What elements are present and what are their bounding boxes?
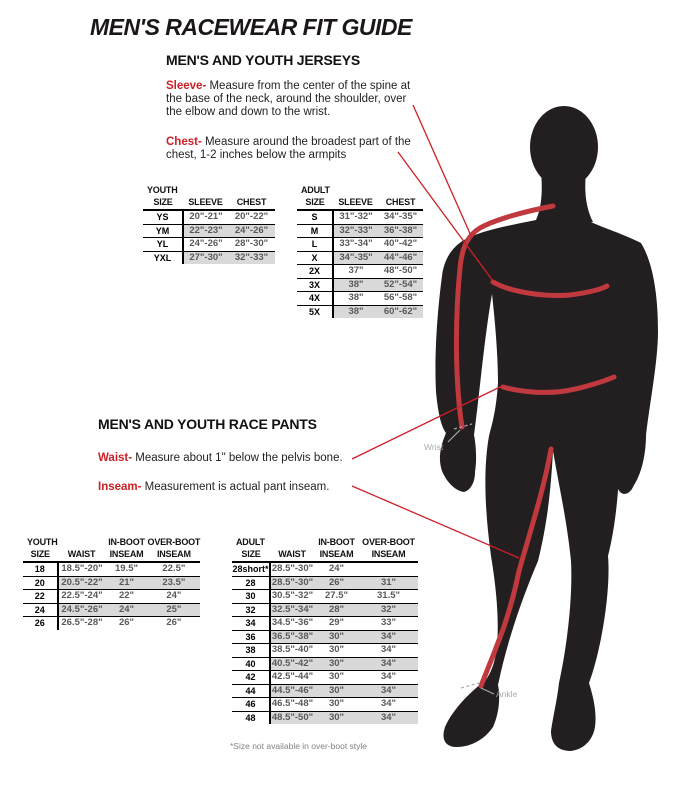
page-title: MEN'S RACEWEAR FIT GUIDE — [90, 14, 412, 40]
table-row — [297, 278, 423, 292]
size-cell: 24 — [23, 603, 58, 617]
table-row — [297, 305, 423, 318]
value-cell: 22.5"-24" — [58, 590, 106, 604]
value-cell: 48"-50" — [378, 265, 423, 279]
table-row — [297, 224, 423, 238]
value-cell: 38" — [333, 292, 378, 306]
size-cell: 3X — [297, 278, 333, 292]
value-cell: 36.5"-38" — [271, 630, 314, 642]
size-cell: 2X — [297, 265, 333, 279]
size-cell: X — [297, 251, 333, 265]
size-cell: 46 — [232, 698, 270, 712]
value-cell: 20"-21" — [183, 210, 228, 224]
value-cell: 34" — [359, 630, 418, 644]
size-cell: S — [297, 210, 333, 224]
size-cell: 5X — [297, 305, 333, 318]
value-cell: 22"-23" — [183, 224, 228, 238]
inseam-label: Inseam- — [98, 481, 142, 493]
size-cell: YXL — [143, 251, 183, 264]
table-row — [232, 657, 418, 671]
value-cell: 28" — [314, 603, 359, 617]
value-cell: 30" — [314, 671, 359, 685]
value-cell: 24" — [148, 590, 201, 604]
size-cell: 26 — [23, 617, 58, 630]
table-row — [143, 224, 275, 238]
value-cell: 34.5"-36" — [271, 617, 314, 628]
chest-text: Measure around the broadest part of the chest, 1-2 inches below the armpits — [166, 136, 411, 161]
value-cell: 31" — [359, 576, 418, 590]
value-cell: 46.5"-48" — [271, 698, 314, 709]
table-row — [297, 238, 423, 252]
header-row — [23, 536, 200, 548]
ankle-dash-line — [461, 683, 479, 688]
column-header: IN-BOOT — [108, 537, 145, 547]
size-table — [143, 184, 275, 264]
value-cell: 25" — [148, 603, 201, 617]
size-cell: 36 — [232, 630, 270, 644]
table-row — [232, 698, 418, 712]
value-cell: 34"-35" — [333, 251, 378, 265]
value-cell — [359, 562, 418, 576]
value-cell: 48.5"-50" — [271, 711, 314, 723]
column-header: SIZE — [232, 548, 270, 562]
table-row — [232, 711, 418, 724]
value-cell: 33"-34" — [333, 238, 378, 252]
column-header: IN-BOOT — [318, 537, 355, 547]
header-row — [297, 196, 423, 210]
size-cell: 44 — [232, 684, 270, 698]
column-header: INSEAM — [106, 548, 148, 562]
wrist-label: Wrist — [424, 442, 444, 452]
value-cell: 33" — [359, 617, 418, 631]
youth-jersey-size-table — [143, 184, 275, 264]
column-header: CHEST — [378, 196, 423, 210]
value-cell: 60"-62" — [378, 305, 423, 318]
value-cell: 26.5"-28" — [58, 617, 106, 630]
column-header — [333, 184, 378, 196]
table-row — [232, 562, 418, 576]
header-row — [232, 548, 418, 562]
table-row — [23, 576, 200, 590]
value-cell: 56"-58" — [378, 292, 423, 306]
value-cell: 34" — [359, 698, 418, 712]
table-row — [232, 590, 418, 604]
value-cell: 44.5"-46" — [271, 684, 314, 696]
value-cell: 21" — [106, 576, 148, 590]
waist-instruction — [98, 452, 398, 465]
size-cell: 34 — [232, 617, 270, 631]
table-row — [297, 251, 423, 265]
column-header: SLEEVE — [183, 196, 228, 210]
size-cell: 38 — [232, 644, 270, 658]
table-row — [232, 603, 418, 617]
column-header: WAIST — [270, 548, 314, 562]
value-cell: 34" — [359, 644, 418, 658]
value-cell: 40.5"-42" — [271, 657, 314, 669]
size-cell: 48 — [232, 711, 270, 724]
size-table — [297, 184, 423, 318]
value-cell: 30" — [314, 630, 359, 644]
chest-instruction — [166, 136, 418, 162]
table-row — [143, 251, 275, 264]
value-cell: 23.5" — [148, 576, 201, 590]
value-cell: 18.5"-20" — [58, 562, 106, 576]
column-header: YOUTH — [27, 537, 58, 547]
size-cell: YL — [143, 238, 183, 252]
column-header: SLEEVE — [333, 196, 378, 210]
jerseys-section-heading: MEN'S AND YOUTH JERSEYS — [166, 52, 360, 68]
size-cell: 18 — [23, 562, 58, 576]
value-cell: 52"-54" — [378, 278, 423, 292]
size-cell: 28short* — [232, 564, 269, 574]
value-cell: 34" — [359, 684, 418, 698]
size-cell: 20 — [23, 576, 58, 590]
value-cell: 44"-46" — [378, 251, 423, 265]
value-cell: 32"-33" — [228, 251, 275, 264]
value-cell: 26" — [106, 617, 148, 630]
value-cell: 24"-26" — [183, 238, 228, 252]
value-cell: 34" — [359, 711, 418, 724]
value-cell: 30" — [314, 684, 359, 698]
value-cell: 30" — [314, 644, 359, 658]
size-table — [232, 536, 418, 724]
size-cell: 22 — [23, 590, 58, 604]
column-header: INSEAM — [148, 548, 201, 562]
value-cell: 24" — [106, 603, 148, 617]
size-cell: 42 — [232, 671, 270, 685]
column-header: SIZE — [23, 548, 58, 562]
column-header: SIZE — [143, 196, 183, 210]
value-cell: 29" — [314, 617, 359, 631]
value-cell: 22.5" — [148, 562, 201, 576]
table-row — [232, 576, 418, 590]
inseam-text: Measurement is actual pant inseam. — [141, 481, 330, 493]
value-cell: 26" — [314, 576, 359, 590]
value-cell: 20"-22" — [228, 210, 275, 224]
value-cell: 31"-32" — [333, 210, 378, 224]
ankle-label: Ankle — [496, 689, 518, 699]
value-cell: 30" — [314, 657, 359, 671]
value-cell: 31.5" — [359, 590, 418, 604]
table-row — [297, 210, 423, 224]
youth-pants-size-table — [23, 536, 200, 630]
size-cell: 32 — [232, 603, 270, 617]
value-cell: 28.5"-30" — [271, 563, 314, 574]
table-row — [23, 617, 200, 630]
header-row — [232, 536, 418, 548]
value-cell: 28.5"-30" — [271, 576, 314, 588]
value-cell: 28"-30" — [228, 238, 275, 252]
value-cell: 32" — [359, 603, 418, 617]
size-cell: YS — [143, 210, 183, 224]
waist-label: Waist- — [98, 452, 133, 464]
column-header: OVER-BOOT — [147, 537, 201, 547]
table-row — [23, 603, 200, 617]
column-header: OVER-BOOT — [362, 537, 415, 547]
sleeve-text: Measure from the center of the spine at the base of the neck, around the shoulder, over the elbow and down to the wrist. — [166, 80, 411, 118]
sleeve-label: Sleeve- — [166, 80, 207, 92]
value-cell: 30" — [314, 711, 359, 724]
column-header — [58, 536, 106, 548]
column-header: YOUTH — [147, 185, 178, 195]
column-header — [270, 536, 314, 548]
header-row — [23, 548, 200, 562]
value-cell: 30.5"-32" — [271, 590, 314, 601]
value-cell: 27.5" — [314, 590, 359, 604]
size-cell: 28 — [232, 576, 270, 590]
header-row — [143, 196, 275, 210]
value-cell: 27"-30" — [183, 251, 228, 264]
header-row — [143, 184, 275, 196]
column-header: ADULT — [301, 185, 330, 195]
value-cell: 40"-42" — [378, 238, 423, 252]
value-cell: 19.5" — [106, 562, 148, 576]
column-header — [183, 184, 228, 196]
value-cell: 32.5"-34" — [271, 603, 314, 615]
body-silhouette — [435, 106, 658, 751]
value-cell: 24"-26" — [228, 224, 275, 238]
size-cell: 30 — [232, 590, 270, 604]
column-header: INSEAM — [314, 548, 359, 562]
header-row — [297, 184, 423, 196]
value-cell: 42.5"-44" — [271, 671, 314, 682]
column-header: SIZE — [297, 196, 333, 210]
value-cell: 24" — [314, 562, 359, 576]
table-row — [297, 265, 423, 279]
value-cell: 22" — [106, 590, 148, 604]
value-cell: 20.5"-22" — [58, 576, 106, 590]
table-row — [232, 671, 418, 685]
sleeve-instruction — [166, 80, 418, 119]
column-header: WAIST — [58, 548, 106, 562]
column-header: CHEST — [228, 196, 275, 210]
size-cell: YM — [143, 224, 183, 238]
value-cell: 34"-35" — [378, 210, 423, 224]
value-cell: 38.5"-40" — [271, 644, 314, 655]
column-header — [228, 184, 275, 196]
adult-jersey-size-table — [297, 184, 423, 318]
waist-text: Measure about 1" below the pelvis bone. — [132, 452, 343, 464]
table-row — [23, 562, 200, 576]
value-cell: 36"-38" — [378, 224, 423, 238]
value-cell: 24.5"-26" — [58, 603, 106, 617]
value-cell: 34" — [359, 671, 418, 685]
table-row — [232, 630, 418, 644]
inseam-instruction — [98, 481, 398, 494]
value-cell: 26" — [148, 617, 201, 630]
table-row — [143, 210, 275, 224]
table-row — [23, 590, 200, 604]
table-row — [232, 617, 418, 631]
value-cell: 30" — [314, 698, 359, 712]
size-table — [23, 536, 200, 630]
column-header: ADULT — [236, 537, 265, 547]
size-cell: 4X — [297, 292, 333, 306]
size-cell: 40 — [232, 657, 270, 671]
table-row — [297, 292, 423, 306]
size-footnote: *Size not available in over-boot style — [230, 741, 368, 751]
value-cell: 38" — [333, 305, 378, 318]
column-header — [378, 184, 423, 196]
table-row — [143, 238, 275, 252]
pants-section-heading: MEN'S AND YOUTH RACE PANTS — [98, 416, 317, 432]
value-cell: 38" — [333, 278, 378, 292]
size-cell: M — [297, 224, 333, 238]
value-cell: 34" — [359, 657, 418, 671]
chest-label: Chest- — [166, 136, 202, 148]
column-header: INSEAM — [359, 548, 418, 562]
adult-pants-size-table — [232, 536, 418, 724]
table-row — [232, 684, 418, 698]
table-row — [232, 644, 418, 658]
value-cell: 37" — [333, 265, 378, 279]
value-cell: 32"-33" — [333, 224, 378, 238]
size-cell: L — [297, 238, 333, 252]
